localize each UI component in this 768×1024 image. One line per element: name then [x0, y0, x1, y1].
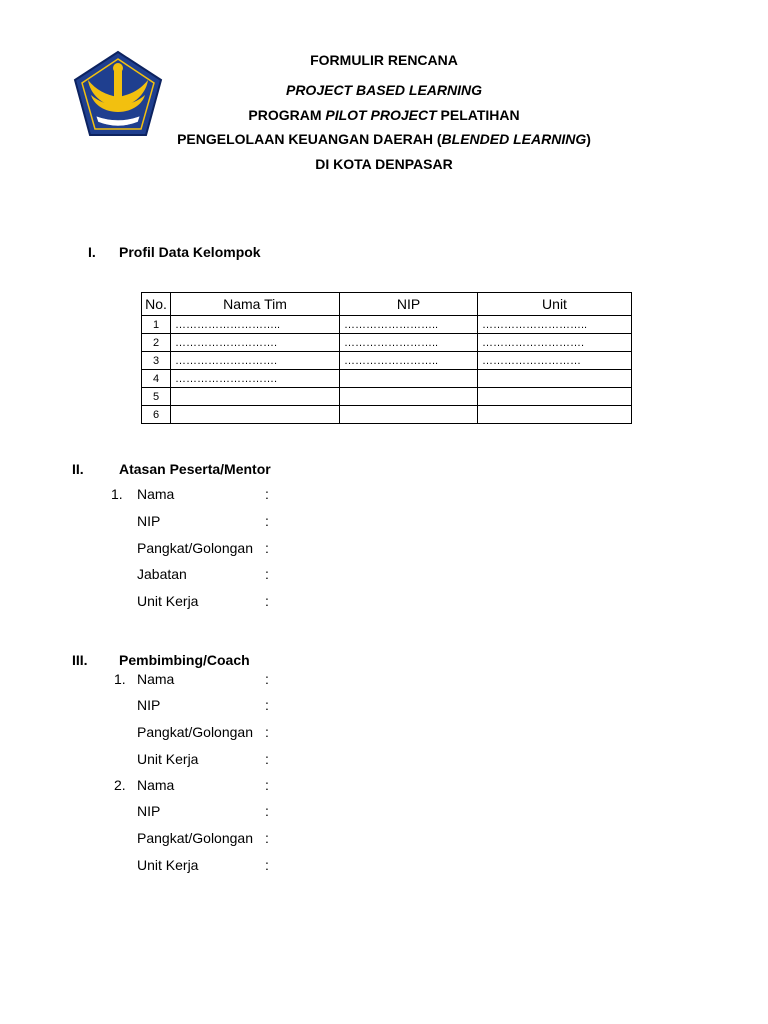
program-text-a: PROGRAM — [248, 107, 326, 123]
table-row — [142, 370, 632, 388]
coach-2-colon-unit-kerja: : — [265, 857, 269, 873]
location-line: DI KOTA DENPASAR — [315, 156, 453, 172]
mentor-item-number: 1. — [111, 486, 123, 502]
cell-nama-tim[interactable]: ……………………….. — [171, 316, 340, 334]
cell-nama-tim[interactable] — [171, 388, 340, 406]
table-row — [142, 352, 632, 370]
cell-no: 4 — [142, 370, 171, 388]
coach-1-item-number: 1. — [114, 671, 126, 687]
cell-unit[interactable] — [478, 370, 632, 388]
mentor-colon-nama: : — [265, 486, 269, 502]
mentor-field-nama: Nama — [137, 486, 175, 502]
coach-2-colon-nip: : — [265, 803, 269, 819]
cell-no: 1 — [142, 316, 171, 334]
coach-2-field-nama: Nama — [137, 777, 175, 793]
cell-unit[interactable]: ………………………. — [478, 334, 632, 352]
mentor-colon-jabatan: : — [265, 566, 269, 582]
form-subtitle: PROJECT BASED LEARNING — [285, 82, 483, 98]
cell-nama-tim[interactable]: ………………………. — [171, 352, 340, 370]
cell-nama-tim[interactable]: ………………………. — [171, 370, 340, 388]
cell-unit[interactable] — [478, 406, 632, 424]
section-2-number: II. — [72, 461, 84, 477]
cell-nip[interactable]: …………………….. — [340, 316, 478, 334]
training-line — [0, 131, 768, 147]
coach-2-item-number: 2. — [114, 777, 126, 793]
section-1-number: I. — [88, 244, 96, 260]
training-text-c: ) — [586, 131, 591, 147]
section-2-heading: Atasan Peserta/Mentor — [119, 461, 271, 477]
cell-nip[interactable] — [340, 370, 478, 388]
col-header-unit: Unit — [478, 293, 632, 316]
coach-2-field-nip: NIP — [137, 803, 161, 819]
coach-2-field-pangkat: Pangkat/Golongan — [137, 830, 253, 846]
training-text-italic: BLENDED LEARNING — [441, 131, 587, 147]
coach-2-colon-nama: : — [265, 777, 269, 793]
table-row — [142, 388, 632, 406]
col-header-no: No. — [142, 293, 171, 316]
cell-nip[interactable] — [340, 388, 478, 406]
cell-nama-tim[interactable]: ………………………. — [171, 334, 340, 352]
coach-1-colon-unit-kerja: : — [265, 751, 269, 767]
program-text-c: PELATIHAN — [436, 107, 520, 123]
table-row — [142, 406, 632, 424]
cell-unit[interactable]: ……………………… — [478, 352, 632, 370]
program-text-italic: PILOT PROJECT — [325, 107, 437, 123]
cell-no: 6 — [142, 406, 171, 424]
coach-2-colon-pangkat: : — [265, 830, 269, 846]
cell-no: 5 — [142, 388, 171, 406]
cell-nip[interactable]: …………………….. — [340, 334, 478, 352]
cell-unit[interactable]: ……………………….. — [478, 316, 632, 334]
coach-1-field-unit-kerja: Unit Kerja — [137, 751, 199, 767]
section-3-heading: Pembimbing/Coach — [119, 652, 250, 668]
cell-no: 3 — [142, 352, 171, 370]
cell-unit[interactable] — [478, 388, 632, 406]
section-1-heading: Profil Data Kelompok — [119, 244, 261, 260]
coach-1-colon-nip: : — [265, 697, 269, 713]
mentor-colon-pangkat: : — [265, 540, 269, 556]
training-text-a: PENGELOLAAN KEUANGAN DAERAH ( — [177, 131, 442, 147]
cell-no: 2 — [142, 334, 171, 352]
coach-1-field-nip: NIP — [137, 697, 161, 713]
coach-1-field-pangkat: Pangkat/Golongan — [137, 724, 253, 740]
table-row — [142, 316, 632, 334]
mentor-field-unit-kerja: Unit Kerja — [137, 593, 199, 609]
program-line — [0, 107, 768, 123]
coach-1-colon-pangkat: : — [265, 724, 269, 740]
coach-1-colon-nama: : — [265, 671, 269, 687]
mentor-colon-unit-kerja: : — [265, 593, 269, 609]
cell-nama-tim[interactable] — [171, 406, 340, 424]
table-header-row — [142, 293, 632, 316]
mentor-field-nip: NIP — [137, 513, 161, 529]
table-row — [142, 334, 632, 352]
mentor-colon-nip: : — [265, 513, 269, 529]
mentor-field-pangkat: Pangkat/Golongan — [137, 540, 253, 556]
coach-1-field-nama: Nama — [137, 671, 175, 687]
cell-nip[interactable]: …………………….. — [340, 352, 478, 370]
section-3-number: III. — [72, 652, 88, 668]
coach-2-field-unit-kerja: Unit Kerja — [137, 857, 199, 873]
mentor-field-jabatan: Jabatan — [137, 566, 187, 582]
cell-nip[interactable] — [340, 406, 478, 424]
col-header-nama-tim: Nama Tim — [171, 293, 340, 316]
form-title: FORMULIR RENCANA — [310, 52, 458, 68]
col-header-nip: NIP — [340, 293, 478, 316]
group-profile-table — [141, 292, 632, 424]
